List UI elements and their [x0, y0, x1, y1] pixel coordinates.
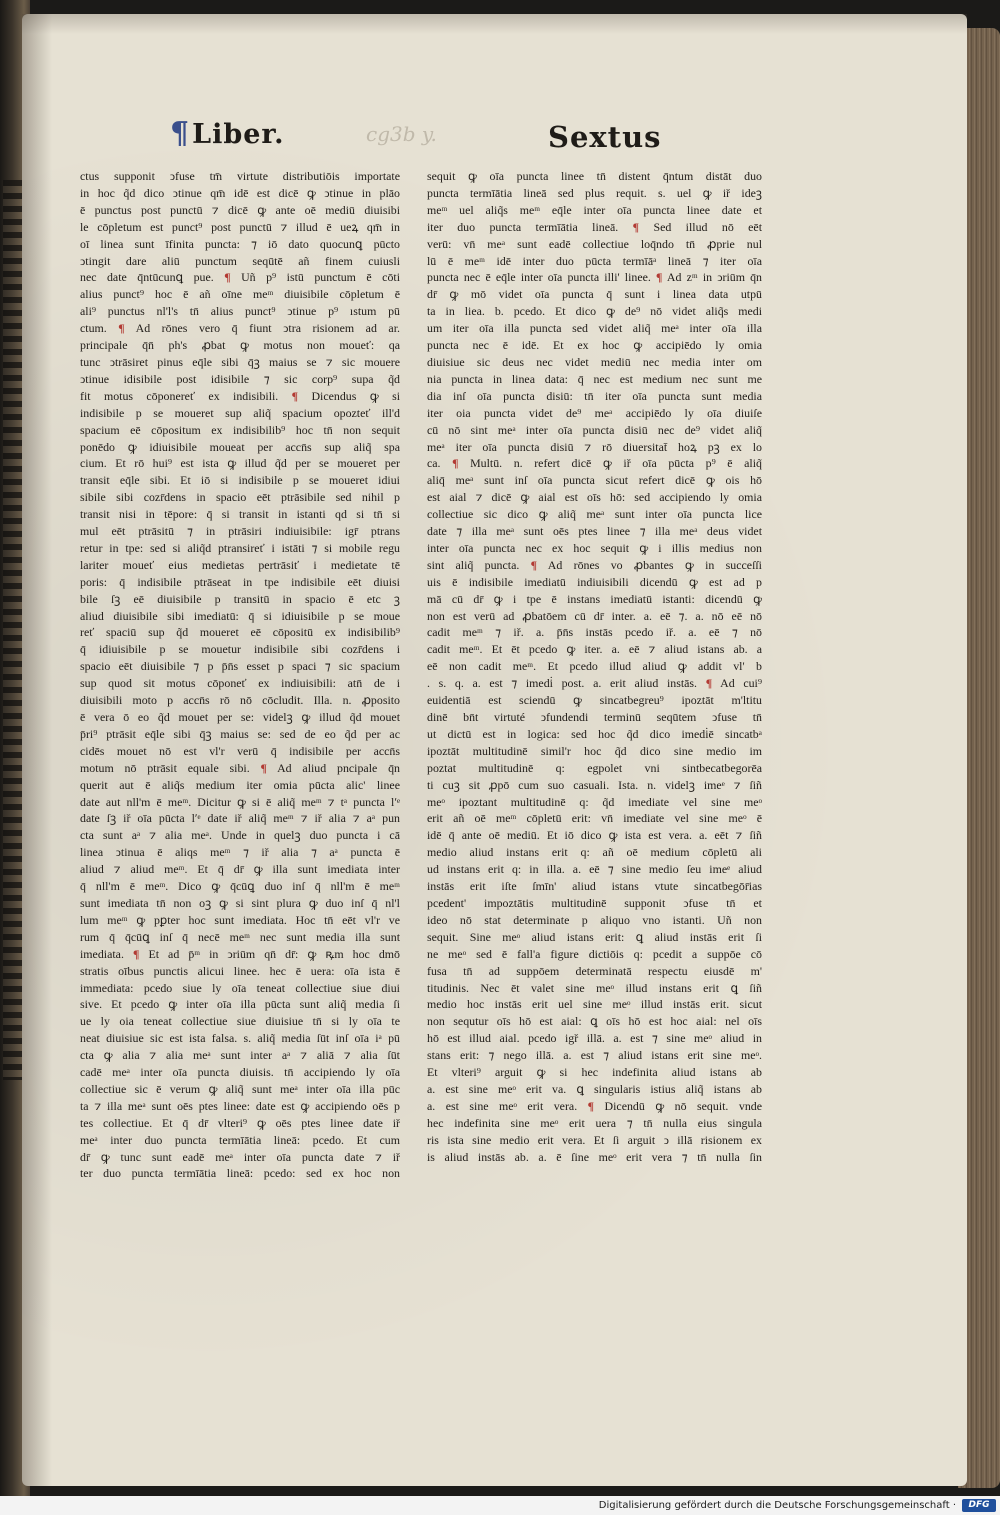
text-line: est aial ⁊ dicē ꝙ aial est oīs hō: sed accipiendo ly omia — [427, 490, 762, 505]
text-line: aliq̄ meᵃ sunt inſ oīa puncta sicut refert dicē ꝙ ois hō — [427, 473, 762, 488]
text-line: ut dictū est in logica: sed hoc q̃d dico imedi̇ē sincatbᵃ — [427, 726, 762, 741]
text-line: cta ꝙ alia ⁊ alia meᵃ sunt inter aᵃ ⁊ aliā ⁊ alia ſūt — [80, 1048, 400, 1063]
text-line: tunc ↄtrāsiret pinus eq̄le sibi q̄ꝫ maius se ⁊ sic mouere — [80, 354, 400, 369]
text-line: ue ly oia teneat collectiue siue diuisiue tn̄ si ly oīa te — [80, 1014, 400, 1029]
text-line: titudinis. Nec ēt valet sine meᵒ illud instans erit ꝗ ſiñ — [427, 980, 762, 995]
text-line: is aliud instās ab. a. ē ſine meᵒ erit vera ⁊ tn̄ nulla ſin — [427, 1149, 762, 1164]
text-line: dr̄ ꝙ mō videt oīa puncta q̄ sunt i linea data utpū — [427, 287, 762, 302]
text-line: iter duo puncta termīātia lineā. ¶ Sed illud nō eēt — [427, 219, 762, 234]
text-line: cium. Et rō hui⁹ est ista ꝙ illud q̃d per se moueret per — [80, 456, 400, 471]
text-line: date ſꝫ iř oīa pūcta lʹᵉ date iř aliq̃ meᵐ ⁊ iř alia ⁊ aᵃ pun — [80, 811, 400, 826]
text-line: ↄtinue idisibile post idisibile ⁊ sic corp⁹ supa q̃d — [80, 371, 400, 386]
text-line: dr̄ ꝙ tunc sunt eadē meᵃ inter oīa puncta date ⁊ iř — [80, 1149, 400, 1164]
text-line: nia puncta in linea data: q̄ nec est medium nec sunt me — [427, 371, 762, 386]
text-line: sup quod sit motus cōponeť ex indiuisibili: atn̄ de i — [80, 676, 400, 691]
text-line: aliud diuisibile sibi imediatū: q̄ si idiuisibile p se moue — [80, 608, 400, 623]
text-line: non sequtur oīs hō est aial: ꝗ oīs hō est hoc aial: nel oīs — [427, 1014, 762, 1029]
text-line: ↄtingit dare aliū punctum seqūtē añ finem cuiusli — [80, 253, 400, 268]
text-line: poris: q̄ indisibile ptrāseat in tpe indisibile eēt diuisi — [80, 574, 400, 589]
text-line: q̄ idiuisibile p se mouetur indisibile sibi cozr̄dens i — [80, 642, 400, 657]
text-line: q̄ nll'm ē meᵐ. Dico ꝙ q̄cūꝗ duo inſ q̄ nll'm ē meᵐ — [80, 879, 400, 894]
text-line: ter duo puncta termīātia lineā: pcedo: sed ex hoc non — [80, 1166, 400, 1181]
text-line: puncta termīātia lineā sed plus requit. s. uel ꝙ iř ideꝫ — [427, 185, 762, 200]
text-line: instās erit iſte ſmīn' aliud istans vtute sincatbegōr̄ias — [427, 879, 762, 894]
text-line: diuisiue sic deus nec videt mediū nec media inter om — [427, 354, 762, 369]
text-line: fit motus cōponereť ex indisibili. ¶ Dicendus ꝙ si — [80, 388, 400, 403]
text-line: alius punct⁹ hoc ē añ oīne meᵐ diuisibile cōpletum ē — [80, 287, 400, 302]
text-line: ta ⁊ illa meᵃ sunt oēs ptes linee: date est ꝙ accipiendo oēs p — [80, 1098, 400, 1113]
text-line: querit aut ē aliq̃s medium iter omia pūcta alic' linee — [80, 777, 400, 792]
text-line: uis ē indisibile imediatū indiuisibili dicendū ꝙ est ad p — [427, 574, 762, 589]
text-line: diuisibili moto p accn̄s rō nō cōcludit. Illa. n. ꝓposito — [80, 693, 400, 708]
text-line: imediata. ¶ Et ad p̄ᵐ in ↄriūm qn̄ dr̄: ꝙ ꝶm hoc dmō — [80, 946, 400, 961]
text-line: hō est illud aial. pcedo igř illā. a. est ⁊ sine meᵒ aliud in — [427, 1031, 762, 1046]
text-line: pcedent' impoztātis multitudinē supponit ↄfuse tn̄ et — [427, 895, 762, 910]
text-line: in hoc q̃d dico ↄtinue qm̄ idē est dicē ꝙ ↄtinue in plāo — [80, 185, 400, 200]
text-line: . s. q. a. est ⁊ imedi̇ post. a. erit aliud instās. ¶ Ad cui⁹ — [427, 676, 762, 691]
text-line: Et vlteri⁹ arguit ꝙ si hec indefinita aliud istans ab — [427, 1065, 762, 1080]
text-line: erit añ oē meᵐ cōpletū erit: vn̄ imediate vel sine meᵒ ē — [427, 811, 762, 826]
text-line: transit eq̄le sibi. Et iō si indisibile p se moueret idiui — [80, 473, 400, 488]
text-line: reť spaciū sup q̃d moueret eē cōpositū ex indisibilib⁹ — [80, 625, 400, 640]
text-line: collectiue sic dico ꝙ aliq̃ meᵃ sunt inter oīa puncta lice — [427, 507, 762, 522]
text-line: sequit ꝙ oīa puncta linee tn̄ distent q̄ntum distāt duo — [427, 169, 762, 183]
text-line: dia inſ oīa puncta disiū: tn̄ iter oīa puncta sunt media — [427, 388, 762, 403]
text-line: sive. Et pcedo ꝙ inter oīa illa pūcta sunt aliq̃ media ſi — [80, 997, 400, 1012]
text-line: lū ē meᵐ idē inter duo pūcta termīāᵃ lineā ⁊ iter oīa — [427, 253, 762, 268]
text-line: spacio eēt diuisibile ⁊ p p̄n̄s esset p spaci ⁊ sic spacium — [80, 659, 400, 674]
text-line: retur in tpe: sed si aliq̃d ptransireť i istāti ⁊ si mobile regu — [80, 540, 400, 555]
rubric-mark-icon: ¶ — [132, 946, 140, 961]
text-line: transit nisi in tēpore: q̄ si transit in istanti qd si tn̄ si — [80, 507, 400, 522]
text-line: cidēs mouet nō est vl'r verū q̄ indisibile per accn̄s — [80, 743, 400, 758]
text-line: sunt imediata tn̄ non oꝫ ꝙ si sint plura ꝙ duo inſ q̄ nl'l — [80, 895, 400, 910]
text-line: date aut nll'm ē meᵐ. Dicitur ꝙ si ē aliq̃ meᵐ ⁊ tᵃ puncta lʹᵉ — [80, 794, 400, 809]
text-line: mā cū dr̄ ꝙ i tpe ē instans imediatū istanti: dicendū ꝙ — [427, 591, 762, 606]
text-line: p̄ri⁹ ptrāsit eq̄le sibi q̄ꝫ maius se: sed de eo q̃d per ac — [80, 726, 400, 741]
text-line: sint aliq̃ puncta. ¶ Ad rōnes vo ꝓbantes ꝙ in succeſſi — [427, 557, 762, 572]
text-line: mul eēt ptrāsitū ⁊ in ptrāsiri indiuisibile: igr̄ ptrans — [80, 524, 400, 539]
text-line: medio aliud instans erit q: añ oē medium cōpletū ali — [427, 845, 762, 860]
text-line: ti cuꝫ sit ꝓpō cum suo casuali. Ista. n. videlꝫ imeᵉ ⁊ ſiñ — [427, 777, 762, 792]
text-line: stratis oībus punctis alicui linee. hec ē uera: oīa ista ē — [80, 963, 400, 978]
text-line: ē punctus post punctū ⁊ dicē ꝙ ante oē mediū diuisibi — [80, 202, 400, 217]
text-line: inter oīa puncta nec ex hoc sequit ꝙ i illis medius non — [427, 540, 762, 555]
rubric-mark-icon: ¶ — [632, 219, 640, 234]
text-line: a. est sine meᵒ erit vera. ¶ Dicendū ꝙ nō sequit. vnde — [427, 1098, 762, 1113]
footer-credit: Digitalisierung gefördert durch die Deutsche Forschungsgemeinschaft · — [598, 1500, 956, 1511]
text-line: le cōpletum est punct⁹ post punctū ⁊ illud ē ueꝝ qm̄ in — [80, 219, 400, 234]
text-line: ali⁹ punctus nl'l's tn̄ alius punct⁹ ↄtinue p⁹ ıstum pū — [80, 304, 400, 319]
text-line: fusa tn̄ ad suppōem determinatā respectu eiusdē m' — [427, 963, 762, 978]
rubric-mark-icon: ¶ — [656, 270, 663, 285]
rubric-mark-icon: ¶ — [705, 676, 713, 691]
text-line: lariter moueť eius medietas pertrāsiť i medietate tē — [80, 557, 400, 572]
text-line: ideo nō stat determinate p aliquo vno istanti. Uñ non — [427, 912, 762, 927]
text-line: poztat multitudinē q: egpolet vni sintbecatbegorēa — [427, 760, 762, 775]
text-line: indisibile p se moueret sup aliq̃ spacium opozteť ill'd — [80, 405, 400, 420]
text-line: ta in liea. b. pcedo. Et dico ꝙ de⁹ nō videt aliq̃s medi — [427, 304, 762, 319]
text-line: a. est sine meᵒ erit va. ꝗ singularis istius aliq̃ istans ab — [427, 1081, 762, 1096]
text-line: ipoztāt multitudinē simil'r hoc q̃d dico sine medio im — [427, 743, 762, 758]
text-line: lum meᵐ ꝙ pꝑter hoc sunt imediata. Hoc tn̄ eēt vl'r ve — [80, 912, 400, 927]
text-line: ē vera ō eo q̃d mouet per se: videlꝫ ꝙ illud q̃d mouet — [80, 710, 400, 724]
text-line: nec date q̄ntūcunꝗ pue. ¶ Uñ p⁹ istū punctum ē cōti — [80, 270, 400, 285]
running-head-right: Sextus — [548, 120, 662, 154]
text-line: tes collectiue. Et q̄ dr̄ vlteri⁹ ꝙ oēs ptes linee date iř — [80, 1115, 400, 1130]
text-line: ud instans erit q: in illa. a. eē ⁊ sine medio ſeu imeᵉ aliud — [427, 862, 762, 877]
text-line: immediata: pcedo siue ly oīa teneat collectiue siue diui — [80, 980, 400, 995]
rubric-mark-icon: ¶ — [530, 557, 538, 572]
text-line: motum nō ptrāsit equale sibi. ¶ Ad aliud pncipale q̄n — [80, 760, 400, 775]
dfg-logo: DFG — [962, 1499, 996, 1512]
text-line: aliud ⁊ aliud meᵐ. Et q̄ dr̄ ꝙ illa sunt imediata inter — [80, 862, 400, 877]
text-line: hec indefinita sine meᵒ erit uera ⁊ tn̄ nulla eius singula — [427, 1115, 762, 1130]
text-line: puncta nec ē eq̄le inter oīa puncta illi' linee. ¶ Ad zᵐ in ↄriūm q̄n — [427, 270, 762, 285]
text-line: medio hoc instās erit uel sine meᵒ illud instās erit. sicut — [427, 997, 762, 1012]
rubric-mark-icon: ¶ — [260, 760, 267, 775]
text-line: meᵃ inter duo puncta termīātia lineā: pcedo. Et cum — [80, 1132, 400, 1147]
running-head-left — [170, 116, 285, 151]
text-line: idē q̄ ante oē mediū. Et iō dico ꝙ ista est vera. a. eēt ⁊ ſiñ — [427, 828, 762, 843]
text-line: ctus supponit ↄfuse tm̄ virtute distributiōis importate — [80, 169, 400, 183]
text-line: linea ↄtinua ē aliqs meᵐ ⁊ iř alia ⁊ aᵃ puncta ē — [80, 845, 400, 860]
text-line: verū: vn̄ meᵃ sunt eadē collectiue loq̄ndo tn̄ ꝓprie nul — [427, 236, 762, 251]
text-line: neat diuisiue sic est ista falsa. s. aliq̃ media ſūt inſ oīa iᵃ pū — [80, 1031, 400, 1046]
text-line: cadē meᵃ inter oīa puncta diuisis. tn̄ accipiendo ly oīa — [80, 1065, 400, 1080]
rubric-mark-icon: ¶ — [452, 456, 459, 471]
text-line: dinē bn̄t virtuté ↄfundendi terminū seqūtem ↄfuse tn̄ — [427, 710, 762, 724]
text-line: cadit meᵐ ⁊ iř. a. p̄n̄s instās pcedo iř. a. eē ⁊ nō — [427, 625, 762, 640]
text-line: meᵐ uel aliq̃s meᵐ eq̄le inter oīa puncta linee date et — [427, 202, 762, 217]
text-line: ctum. ¶ Ad rōnes vero q̄ fiunt ↄtra risionem ad ar. — [80, 321, 400, 336]
paragraph-mark-icon: ¶ — [170, 116, 191, 151]
rubric-mark-icon: ¶ — [118, 321, 125, 336]
text-line: iter oia puncta videt de⁹ meᵃ accipiēdo ly oīa diuiſe — [427, 405, 762, 420]
text-line: meᵒ ipoztant multitudinē q: q̃d imediate vel sine meᵒ — [427, 794, 762, 809]
text-line: spacium eē cōpositum ex indisibilib⁹ hoc tn̄ non sequit — [80, 422, 400, 437]
text-line: non est verū ad ꝓbatōem cū dr̄ inter. a. eē ⁊. a. nō eē nō — [427, 608, 762, 623]
text-line: cū nō sint meᵃ inter oīa puncta disiū nec de⁹ videt aliq̃ — [427, 422, 762, 437]
rubric-mark-icon: ¶ — [224, 270, 231, 285]
text-line: um iter oīa illa puncta sed videt aliq̃ meᵃ inter oīa illa — [427, 321, 762, 336]
rubric-mark-icon: ¶ — [587, 1098, 595, 1113]
bleed-through-text: cg3b y. — [366, 122, 437, 146]
text-line: cadit meᵐ. Et ēt pcedo ꝙ iter. a. eē ⁊ aliud istans ab. a — [427, 642, 762, 657]
text-line: ca. ¶ Multū. n. refert dicē ꝙ iř oīa pūcta p⁹ ē aliq̃ — [427, 456, 762, 471]
text-line: rum q̄ q̄cūꝗ inſ q̄ necē meᵐ nec sunt media illa sunt — [80, 929, 400, 944]
page-shadow — [22, 14, 967, 34]
text-line: ponēdo ꝙ idiuisibile moueat per accn̄s sup aliq̃ spa — [80, 439, 400, 454]
text-column-right — [427, 168, 767, 1165]
text-line: ris ista sine medio erit vera. Et ſi arguit ↄ illā risionem ex — [427, 1132, 762, 1147]
text-line: ne meᵒ sed ē fall'a figure dictiōis q: pcedit a suppōe cō — [427, 946, 762, 961]
text-line: oī linea sunt īfinita puncta: ⁊ iō dato quocunꝗ pūcto — [80, 236, 400, 251]
text-line: principale q̄n̄ ph's ꝓbat ꝙ motus non moueť: qa — [80, 338, 400, 353]
text-line: sequit. Sine meᵒ aliud istans erit: ꝗ aliud instās erit ſi — [427, 929, 762, 944]
text-line: sibile sibi cozr̄dens in spacio eēt ptrāsibile sed nihil p — [80, 490, 400, 505]
text-line: cta sunt aᵃ ⁊ alia meᵃ. Unde in quelꝫ duo puncta i cā — [80, 828, 400, 843]
text-line: puncta nec ē idē. Et ex hoc ꝙ accipiēdo ly omia — [427, 338, 762, 353]
rubric-mark-icon: ¶ — [291, 388, 299, 403]
text-line: euidentiā est sciendū ꝙ sincatbegreu⁹ ipoztāt m'ltitu — [427, 693, 762, 708]
text-line: collectiue sic ē verum ꝙ aliq̃ sunt meᵃ inter oīa illa pūc — [80, 1081, 400, 1096]
text-line: bile ſꝫ eē diuisibile p transitū in spacio ē etc ꝫ — [80, 591, 400, 606]
text-line: eē non cadit meᵐ. Et pcedo illud aliud ꝙ addit vl' b — [427, 659, 762, 674]
text-line: date ⁊ illa meᵃ sunt oēs ptes linee ⁊ illa meᵃ deus videt — [427, 524, 762, 539]
text-line: stans erit: ⁊ nego illā. a. est ⁊ aliud istans erit sine meᵒ. — [427, 1048, 762, 1063]
text-column-left — [80, 168, 406, 1182]
text-line: meᵃ iter oīa puncta disiū ⁊ rō diuersitat̄ hoꝝ pꝫ ex lo — [427, 439, 762, 454]
running-head-left-text: Liber. — [192, 119, 285, 150]
